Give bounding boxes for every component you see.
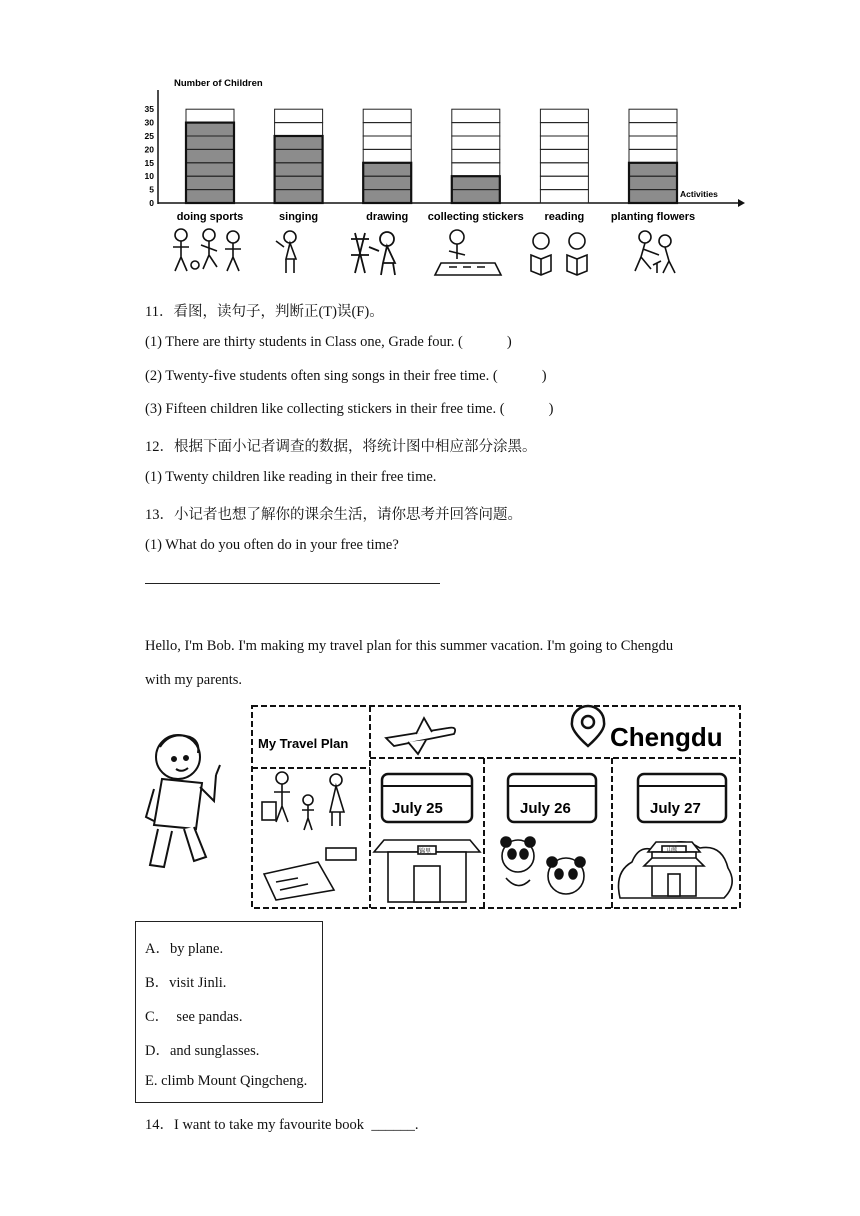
q12-title: 12．根据下面小记者调查的数据，将统计图中相应部分涂黑。	[145, 439, 537, 455]
mount-sign: 山城	[667, 848, 678, 853]
category-label: planting flowers	[610, 211, 696, 223]
option-e: E. climb Mount Qingcheng.	[145, 1073, 308, 1089]
bar-grid-cell	[540, 190, 588, 203]
travel-plan-card	[248, 702, 744, 912]
q11-item-2: (2) Twenty-five students often sing songs in their free time. ( )	[145, 368, 547, 384]
q11-title: 11．看图，读句子，判断正(T)误(F)。	[145, 304, 384, 320]
y-tick-label: 35	[144, 104, 154, 115]
q11-item-1: (1) There are thirty students in Class one, Grade four. ( )	[145, 334, 512, 350]
category-label: collecting stickers	[427, 211, 524, 223]
date-badge-2	[508, 774, 596, 822]
suitcase-icon	[264, 848, 356, 900]
bar-grid-cell	[629, 149, 677, 162]
bar-grid-cell	[363, 136, 411, 149]
sports-kids-icon	[173, 229, 241, 271]
bar-grid-cell	[275, 123, 323, 136]
bar	[629, 163, 677, 203]
option-a: A．by plane.	[145, 941, 224, 957]
y-tick-label: 30	[144, 117, 154, 128]
activity-pictures	[165, 225, 725, 280]
y-tick-label: 0	[149, 198, 154, 208]
q13-item: (1) What do you often do in your free time?	[145, 537, 399, 553]
bar-grid-cell	[275, 109, 323, 122]
bar-grid-cell	[540, 163, 588, 176]
answer-line[interactable]	[145, 583, 440, 584]
bob-boy-icon	[140, 725, 230, 875]
bar-grid-cell	[363, 109, 411, 122]
singing-girl-icon	[276, 231, 296, 273]
city-name: Chengdu	[610, 722, 723, 752]
plan-title: My Travel Plan	[258, 736, 349, 751]
q11-item-3: (3) Fifteen children like collecting stickers in their free time. ( )	[145, 401, 554, 417]
q13-title: 13．小记者也想了解你的课余生活，请你思考并回答问题。	[145, 507, 522, 523]
y-tick-label: 5	[149, 184, 154, 195]
reading-kids-icon	[531, 233, 587, 275]
drawing-easel-icon	[351, 232, 395, 275]
bar-grid-cell	[452, 163, 500, 176]
date-badge-3	[638, 774, 726, 822]
answer-blank[interactable]: ______	[371, 1117, 415, 1133]
bar-grid-cell	[540, 149, 588, 162]
bar-grid-cell	[452, 136, 500, 149]
category-label: reading	[544, 211, 585, 223]
bar-grid-cell	[629, 109, 677, 122]
date-label: July 26	[520, 800, 571, 817]
chart-ylabel: Number of Children	[174, 78, 263, 89]
bar-grid-cell	[452, 109, 500, 122]
bar-grid-cell	[629, 136, 677, 149]
y-tick-label: 10	[144, 171, 154, 182]
y-tick-label: 15	[144, 157, 154, 168]
bar-grid-cell	[540, 109, 588, 122]
bar	[363, 163, 411, 203]
date-label: July 25	[392, 800, 443, 817]
passage-line-2: with my parents.	[145, 672, 243, 688]
bar-grid-cell	[540, 136, 588, 149]
option-d: D．and sunglasses.	[145, 1043, 260, 1059]
bar	[275, 136, 323, 203]
bar-grid-cell	[363, 123, 411, 136]
bar-grid-cell	[452, 149, 500, 162]
date-label: July 27	[650, 800, 701, 817]
bar-grid-cell	[540, 123, 588, 136]
bar-grid-cell	[363, 149, 411, 162]
plane-icon	[386, 718, 455, 754]
category-label: doing sports	[176, 211, 244, 223]
location-pin-icon	[572, 706, 604, 746]
y-tick-label: 20	[144, 144, 154, 155]
option-b: B．visit Jinli.	[145, 975, 227, 991]
q14: 14．I want to take my favourite book ______.	[145, 1117, 419, 1133]
y-tick-label: 25	[144, 131, 154, 141]
panda-icon	[501, 837, 585, 894]
sticker-boy-icon	[435, 230, 501, 275]
category-label: drawing	[366, 211, 409, 223]
jinli-sign: 锦里	[419, 849, 432, 855]
bar-grid-cell	[452, 123, 500, 136]
x-axis-arrow	[738, 199, 745, 207]
q12-item: (1) Twenty children like reading in their free time.	[145, 469, 437, 485]
chart-plot	[145, 90, 745, 223]
option-c: C． see pandas.	[145, 1009, 243, 1025]
date-badge-1	[382, 774, 472, 822]
planting-kids-icon	[635, 231, 675, 273]
category-label: singing	[279, 211, 319, 223]
bar-grid-cell	[540, 176, 588, 189]
bar-grid-cell	[186, 109, 234, 122]
bar-grid-cell	[629, 123, 677, 136]
family-icon	[262, 772, 344, 830]
chart-xlabel: Activities	[680, 189, 718, 199]
options-box	[135, 921, 323, 1103]
passage-line-1: Hello, I'm Bob. I'm making my travel plan for this summer vacation. I'm going to Chengdu	[145, 638, 674, 654]
